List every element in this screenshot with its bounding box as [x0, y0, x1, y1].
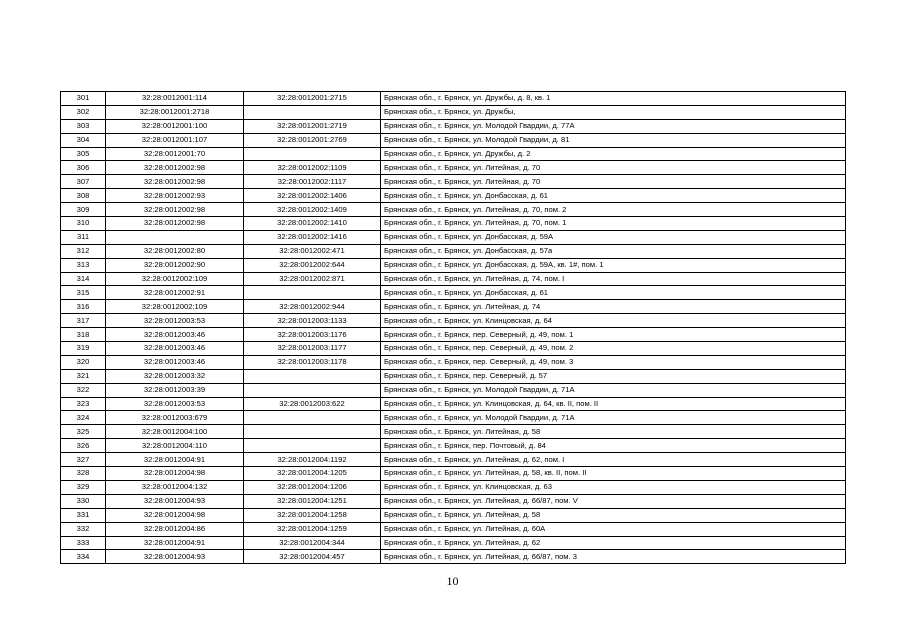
address-cell: Брянская обл., г. Брянск, пер. Почтовый, д. 84 [381, 439, 846, 453]
row-number-cell: 315 [61, 286, 106, 300]
table-row [61, 258, 846, 272]
table-row [61, 369, 846, 383]
object-cadastral-number-cell [244, 439, 381, 453]
row-number-cell: 305 [61, 147, 106, 161]
address-cell: Брянская обл., г. Брянск, ул. Дружбы, д. 8, кв. 1 [381, 92, 846, 106]
table-row [61, 508, 846, 522]
object-cadastral-number-cell: 32:28:0012002:871 [244, 272, 381, 286]
parcel-cadastral-number-cell: 32:28:0012002:98 [106, 161, 244, 175]
table-row [61, 92, 846, 106]
parcel-cadastral-number-cell: 32:28:0012002:109 [106, 300, 244, 314]
object-cadastral-number-cell [244, 286, 381, 300]
address-cell: Брянская обл., г. Брянск, ул. Дружбы, [381, 105, 846, 119]
row-number-cell: 301 [61, 92, 106, 106]
object-cadastral-number-cell: 32:28:0012004:344 [244, 536, 381, 550]
table-row [61, 342, 846, 356]
parcel-cadastral-number-cell: 32:28:0012003:39 [106, 383, 244, 397]
table-row [61, 203, 846, 217]
object-cadastral-number-cell: 32:28:0012001:2769 [244, 133, 381, 147]
object-cadastral-number-cell [244, 411, 381, 425]
address-cell: Брянская обл., г. Брянск, ул. Молодой Гвардии, д. 71А [381, 411, 846, 425]
table-row [61, 175, 846, 189]
row-number-cell: 320 [61, 355, 106, 369]
parcel-cadastral-number-cell: 32:28:0012004:93 [106, 494, 244, 508]
object-cadastral-number-cell: 32:28:0012004:1205 [244, 467, 381, 481]
parcel-cadastral-number-cell: 32:28:0012001:70 [106, 147, 244, 161]
object-cadastral-number-cell: 32:28:0012004:1258 [244, 508, 381, 522]
row-number-cell: 323 [61, 397, 106, 411]
row-number-cell: 308 [61, 189, 106, 203]
row-number-cell: 321 [61, 369, 106, 383]
object-cadastral-number-cell [244, 383, 381, 397]
object-cadastral-number-cell [244, 105, 381, 119]
table-row [61, 105, 846, 119]
row-number-cell: 307 [61, 175, 106, 189]
object-cadastral-number-cell: 32:28:0012001:2719 [244, 119, 381, 133]
table-row [61, 397, 846, 411]
object-cadastral-number-cell: 32:28:0012002:1406 [244, 189, 381, 203]
object-cadastral-number-cell [244, 369, 381, 383]
address-cell: Брянская обл., г. Брянск, ул. Литейная, д. 58 [381, 425, 846, 439]
row-number-cell: 317 [61, 314, 106, 328]
object-cadastral-number-cell: 32:28:0012002:1117 [244, 175, 381, 189]
row-number-cell: 310 [61, 217, 106, 231]
row-number-cell: 324 [61, 411, 106, 425]
row-number-cell: 329 [61, 480, 106, 494]
row-number-cell: 316 [61, 300, 106, 314]
address-cell: Брянская обл., г. Брянск, ул. Литейная, д. 66/87, пом. 3 [381, 550, 846, 564]
address-cell: Брянская обл., г. Брянск, ул. Литейная, д. 62, пом. I [381, 453, 846, 467]
parcel-cadastral-number-cell: 32:28:0012004:100 [106, 425, 244, 439]
parcel-cadastral-number-cell: 32:28:0012003:46 [106, 355, 244, 369]
object-cadastral-number-cell: 32:28:0012004:1206 [244, 480, 381, 494]
address-cell: Брянская обл., г. Брянск, ул. Литейная, д. 60А [381, 522, 846, 536]
object-cadastral-number-cell: 32:28:0012002:471 [244, 244, 381, 258]
parcel-cadastral-number-cell: 32:28:0012002:90 [106, 258, 244, 272]
address-cell: Брянская обл., г. Брянск, ул. Литейная, д. 74 [381, 300, 846, 314]
parcel-cadastral-number-cell: 32:28:0012002:91 [106, 286, 244, 300]
parcel-cadastral-number-cell: 32:28:0012003:46 [106, 328, 244, 342]
row-number-cell: 302 [61, 105, 106, 119]
table-row [61, 314, 846, 328]
row-number-cell: 314 [61, 272, 106, 286]
row-number-cell: 318 [61, 328, 106, 342]
table-row [61, 550, 846, 564]
address-cell: Брянская обл., г. Брянск, ул. Донбасская, д. 61 [381, 286, 846, 300]
row-number-cell: 332 [61, 522, 106, 536]
table-row [61, 522, 846, 536]
parcel-cadastral-number-cell: 32:28:0012001:100 [106, 119, 244, 133]
parcel-cadastral-number-cell: 32:28:0012004:110 [106, 439, 244, 453]
object-cadastral-number-cell: 32:28:0012002:1410 [244, 217, 381, 231]
row-number-cell: 333 [61, 536, 106, 550]
parcel-cadastral-number-cell: 32:28:0012001:107 [106, 133, 244, 147]
row-number-cell: 319 [61, 342, 106, 356]
table-row [61, 536, 846, 550]
parcel-cadastral-number-cell: 32:28:0012003:46 [106, 342, 244, 356]
table-row [61, 147, 846, 161]
address-cell: Брянская обл., г. Брянск, ул. Литейная, д. 58 [381, 508, 846, 522]
object-cadastral-number-cell: 32:28:0012004:457 [244, 550, 381, 564]
address-cell: Брянская обл., г. Брянск, пер. Северный, д. 57 [381, 369, 846, 383]
address-cell: Брянская обл., г. Брянск, ул. Литейная, д. 74, пом. I [381, 272, 846, 286]
row-number-cell: 325 [61, 425, 106, 439]
parcel-cadastral-number-cell: 32:28:0012002:93 [106, 189, 244, 203]
row-number-cell: 334 [61, 550, 106, 564]
address-cell: Брянская обл., г. Брянск, ул. Клинцовская, д. 64 [381, 314, 846, 328]
parcel-cadastral-number-cell: 32:28:0012004:93 [106, 550, 244, 564]
table-row [61, 425, 846, 439]
row-number-cell: 328 [61, 467, 106, 481]
table-row [61, 467, 846, 481]
table-row [61, 355, 846, 369]
object-cadastral-number-cell: 32:28:0012004:1192 [244, 453, 381, 467]
cadastral-table [60, 91, 846, 564]
object-cadastral-number-cell: 32:28:0012003:1176 [244, 328, 381, 342]
object-cadastral-number-cell: 32:28:0012004:1259 [244, 522, 381, 536]
object-cadastral-number-cell: 32:28:0012003:1177 [244, 342, 381, 356]
table-row [61, 286, 846, 300]
object-cadastral-number-cell [244, 425, 381, 439]
parcel-cadastral-number-cell: 32:28:0012003:679 [106, 411, 244, 425]
table-row [61, 480, 846, 494]
table-row [61, 244, 846, 258]
object-cadastral-number-cell: 32:28:0012001:2715 [244, 92, 381, 106]
object-cadastral-number-cell: 32:28:0012003:622 [244, 397, 381, 411]
table-row [61, 119, 846, 133]
address-cell: Брянская обл., г. Брянск, ул. Клинцовская, д. 63 [381, 480, 846, 494]
parcel-cadastral-number-cell: 32:28:0012003:53 [106, 314, 244, 328]
object-cadastral-number-cell [244, 147, 381, 161]
address-cell: Брянская обл., г. Брянск, ул. Донбасская, д. 59А, кв. 1#, пом. 1 [381, 258, 846, 272]
row-number-cell: 306 [61, 161, 106, 175]
table-row [61, 300, 846, 314]
address-cell: Брянская обл., г. Брянск, ул. Донбасская, д. 61 [381, 189, 846, 203]
table-row [61, 383, 846, 397]
address-cell: Брянская обл., г. Брянск, ул. Литейная, д. 58, кв. II, пом. II [381, 467, 846, 481]
row-number-cell: 312 [61, 244, 106, 258]
row-number-cell: 309 [61, 203, 106, 217]
address-cell: Брянская обл., г. Брянск, ул. Донбасская, д. 59А [381, 230, 846, 244]
row-number-cell: 327 [61, 453, 106, 467]
parcel-cadastral-number-cell: 32:28:0012002:109 [106, 272, 244, 286]
object-cadastral-number-cell: 32:28:0012003:1133 [244, 314, 381, 328]
table-row [61, 272, 846, 286]
row-number-cell: 326 [61, 439, 106, 453]
parcel-cadastral-number-cell: 32:28:0012001:114 [106, 92, 244, 106]
address-cell: Брянская обл., г. Брянск, ул. Литейная, д. 62 [381, 536, 846, 550]
parcel-cadastral-number-cell: 32:28:0012003:53 [106, 397, 244, 411]
address-cell: Брянская обл., г. Брянск, ул. Донбасская, д. 57а [381, 244, 846, 258]
table-row [61, 161, 846, 175]
parcel-cadastral-number-cell [106, 230, 244, 244]
parcel-cadastral-number-cell: 32:28:0012004:98 [106, 467, 244, 481]
table-row [61, 328, 846, 342]
parcel-cadastral-number-cell: 32:28:0012004:132 [106, 480, 244, 494]
object-cadastral-number-cell: 32:28:0012002:944 [244, 300, 381, 314]
address-cell: Брянская обл., г. Брянск, пер. Северный, д. 49, пом. 1 [381, 328, 846, 342]
row-number-cell: 330 [61, 494, 106, 508]
address-cell: Брянская обл., г. Брянск, ул. Клинцовская, д. 64, кв. II, пом. II [381, 397, 846, 411]
parcel-cadastral-number-cell: 32:28:0012004:98 [106, 508, 244, 522]
table-row [61, 453, 846, 467]
parcel-cadastral-number-cell: 32:28:0012004:91 [106, 536, 244, 550]
address-cell: Брянская обл., г. Брянск, пер. Северный, д. 49, пом. 3 [381, 355, 846, 369]
parcel-cadastral-number-cell: 32:28:0012002:98 [106, 217, 244, 231]
row-number-cell: 313 [61, 258, 106, 272]
table-row [61, 189, 846, 203]
row-number-cell: 331 [61, 508, 106, 522]
parcel-cadastral-number-cell: 32:28:0012001:2718 [106, 105, 244, 119]
parcel-cadastral-number-cell: 32:28:0012002:80 [106, 244, 244, 258]
cadastral-table-body [61, 92, 846, 564]
table-row [61, 439, 846, 453]
parcel-cadastral-number-cell: 32:28:0012003:32 [106, 369, 244, 383]
row-number-cell: 322 [61, 383, 106, 397]
page-number: 10 [446, 574, 459, 588]
address-cell: Брянская обл., г. Брянск, ул. Молодой Гвардии, д. 71А [381, 383, 846, 397]
table-row [61, 411, 846, 425]
address-cell: Брянская обл., г. Брянск, ул. Молодой Гвардии, д. 81 [381, 133, 846, 147]
parcel-cadastral-number-cell: 32:28:0012002:98 [106, 203, 244, 217]
address-cell: Брянская обл., г. Брянск, ул. Литейная, д. 66/87, пом. V [381, 494, 846, 508]
address-cell: Брянская обл., г. Брянск, ул. Литейная, д. 70 [381, 175, 846, 189]
object-cadastral-number-cell: 32:28:0012002:644 [244, 258, 381, 272]
object-cadastral-number-cell: 32:28:0012004:1251 [244, 494, 381, 508]
parcel-cadastral-number-cell: 32:28:0012002:98 [106, 175, 244, 189]
row-number-cell: 303 [61, 119, 106, 133]
address-cell: Брянская обл., г. Брянск, ул. Литейная, д. 70, пом. 1 [381, 217, 846, 231]
row-number-cell: 311 [61, 230, 106, 244]
table-row [61, 494, 846, 508]
parcel-cadastral-number-cell: 32:28:0012004:86 [106, 522, 244, 536]
address-cell: Брянская обл., г. Брянск, ул. Литейная, д. 70 [381, 161, 846, 175]
row-number-cell: 304 [61, 133, 106, 147]
object-cadastral-number-cell: 32:28:0012002:1416 [244, 230, 381, 244]
table-row [61, 133, 846, 147]
table-row [61, 217, 846, 231]
parcel-cadastral-number-cell: 32:28:0012004:91 [106, 453, 244, 467]
object-cadastral-number-cell: 32:28:0012002:1409 [244, 203, 381, 217]
object-cadastral-number-cell: 32:28:0012003:1178 [244, 355, 381, 369]
address-cell: Брянская обл., г. Брянск, ул. Дружбы, д. 2 [381, 147, 846, 161]
address-cell: Брянская обл., г. Брянск, ул. Молодой Гвардии, д. 77А [381, 119, 846, 133]
object-cadastral-number-cell: 32:28:0012002:1109 [244, 161, 381, 175]
address-cell: Брянская обл., г. Брянск, ул. Литейная, д. 70, пом. 2 [381, 203, 846, 217]
table-row [61, 230, 846, 244]
address-cell: Брянская обл., г. Брянск, пер. Северный, д. 49, пом. 2 [381, 342, 846, 356]
